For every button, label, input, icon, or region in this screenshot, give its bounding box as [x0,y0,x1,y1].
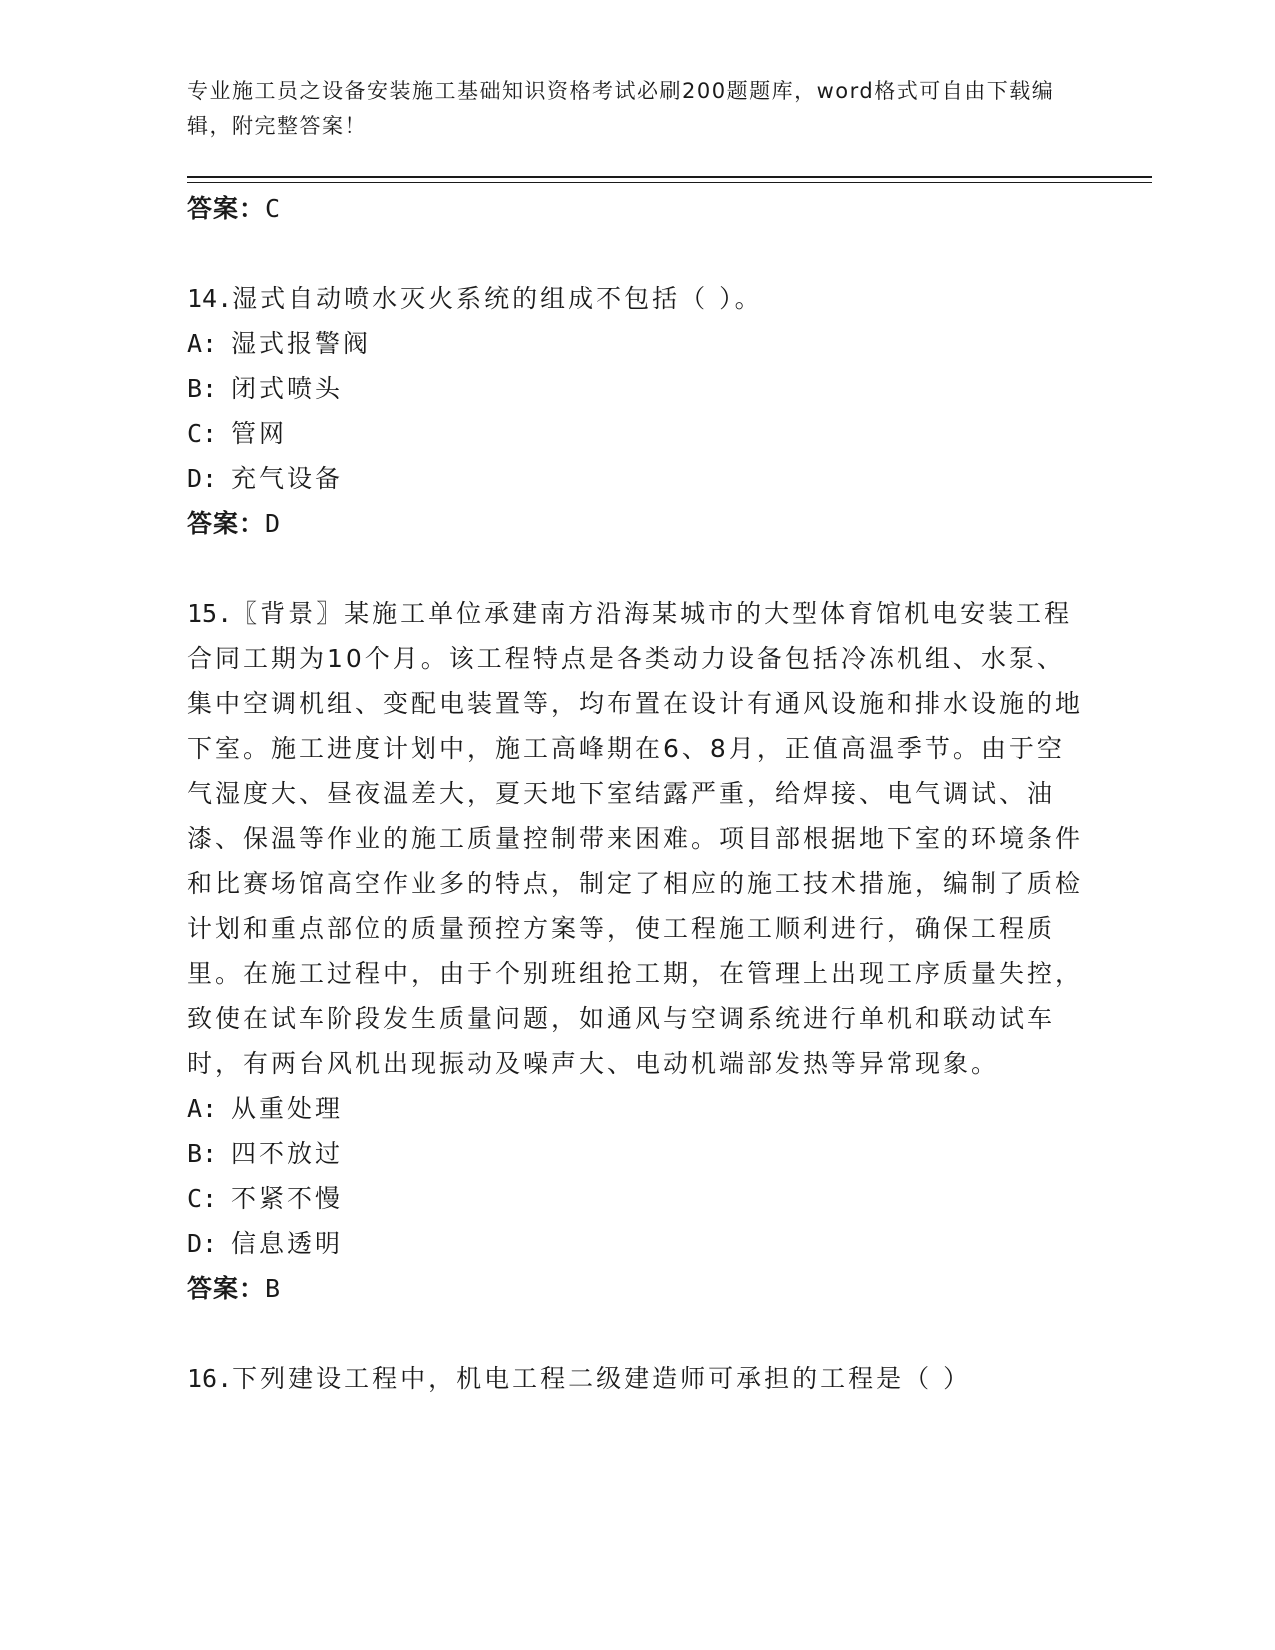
option-text: 不紧不慢 [231,1184,344,1213]
spacer [187,1311,1087,1356]
option-key: C: [187,1184,218,1213]
document-header: 专业施工员之设备安装施工基础知识资格考试必刷200题题库，word格式可自由下载编辑，附完整答案！ [187,79,1055,138]
question-15-option-b [187,1131,1087,1176]
question-16 [187,1356,1087,1401]
option-key: D: [187,1229,218,1258]
option-key: D: [187,464,218,493]
option-key: B: [187,1139,218,1168]
question-number: 14. [187,284,233,313]
spacer [187,231,1087,276]
header-rule-thin [187,182,1152,183]
question-14-option-c [187,411,1087,456]
answer-label: 答案： [187,194,266,223]
spacer [187,546,1087,591]
option-key: A: [187,329,218,358]
option-text: 信息透明 [231,1229,344,1258]
option-text: 湿式报警阀 [231,329,372,358]
option-text: 四不放过 [231,1139,344,1168]
option-key: B: [187,374,218,403]
question-15-option-c [187,1176,1087,1221]
answer-label: 答案： [187,1274,266,1303]
answer-label: 答案： [187,509,266,538]
answer-14 [187,501,1087,546]
question-15-option-a [187,1086,1087,1131]
answer-value: C [265,194,282,223]
question-14-option-a [187,321,1087,366]
option-key: C: [187,419,218,448]
answer-value: B [265,1274,282,1303]
answer-13 [187,186,1087,231]
question-text: 下列建设工程中，机电工程二级建造师可承担的工程是（ ） [232,1364,972,1393]
question-text: 〖背景〗某施工单位承建南方沿海某城市的大型体育馆机电安装工程合同工期为10个月。该工程特点是各类动力设备包括冷冻机组、水泵、集中空调机组、变配电装置等，均布置在设计有通风设施和排水设施的地下室。施工进度计划中，施工高峰期在6、8月，正值高温季节。由于空气湿度大、昼夜温差大，夏天地下室结露严重，给焊接、电气调试、油漆、保温等作业的施工质量控制带来困难。项目部根据地下室的环境条件和比赛场馆高空作业多的特点，制定了相应的施工技术措施，编制了质检计划和重点部位的质量预控方案等，使工程施工顺利进行，确保工程质里。在施工过程中，由于个别班组抢工期，在管理上出现工序质量失控，致使在试车阶段发生质量问题，如通风与空调系统进行单机和联动试车时，有两台风机出现振动及噪声大、电动机端部发热等异常现象。 [187,599,1084,1078]
question-number: 15. [187,599,233,628]
document-body [187,186,1087,1401]
answer-value: D [265,509,282,538]
option-text: 充气设备 [231,464,344,493]
question-text: 湿式自动喷水灭火系统的组成不包括（ ）。 [232,284,763,313]
question-14-option-d [187,456,1087,501]
option-key: A: [187,1094,218,1123]
question-15-option-d [187,1221,1087,1266]
question-number: 16. [187,1364,233,1393]
header-rule-thick [187,176,1152,178]
option-text: 管网 [231,419,288,448]
question-14-option-b [187,366,1087,411]
question-15 [187,591,1087,1086]
answer-15 [187,1266,1087,1311]
option-text: 闭式喷头 [231,374,344,403]
option-text: 从重处理 [231,1094,344,1123]
question-14 [187,276,1087,321]
